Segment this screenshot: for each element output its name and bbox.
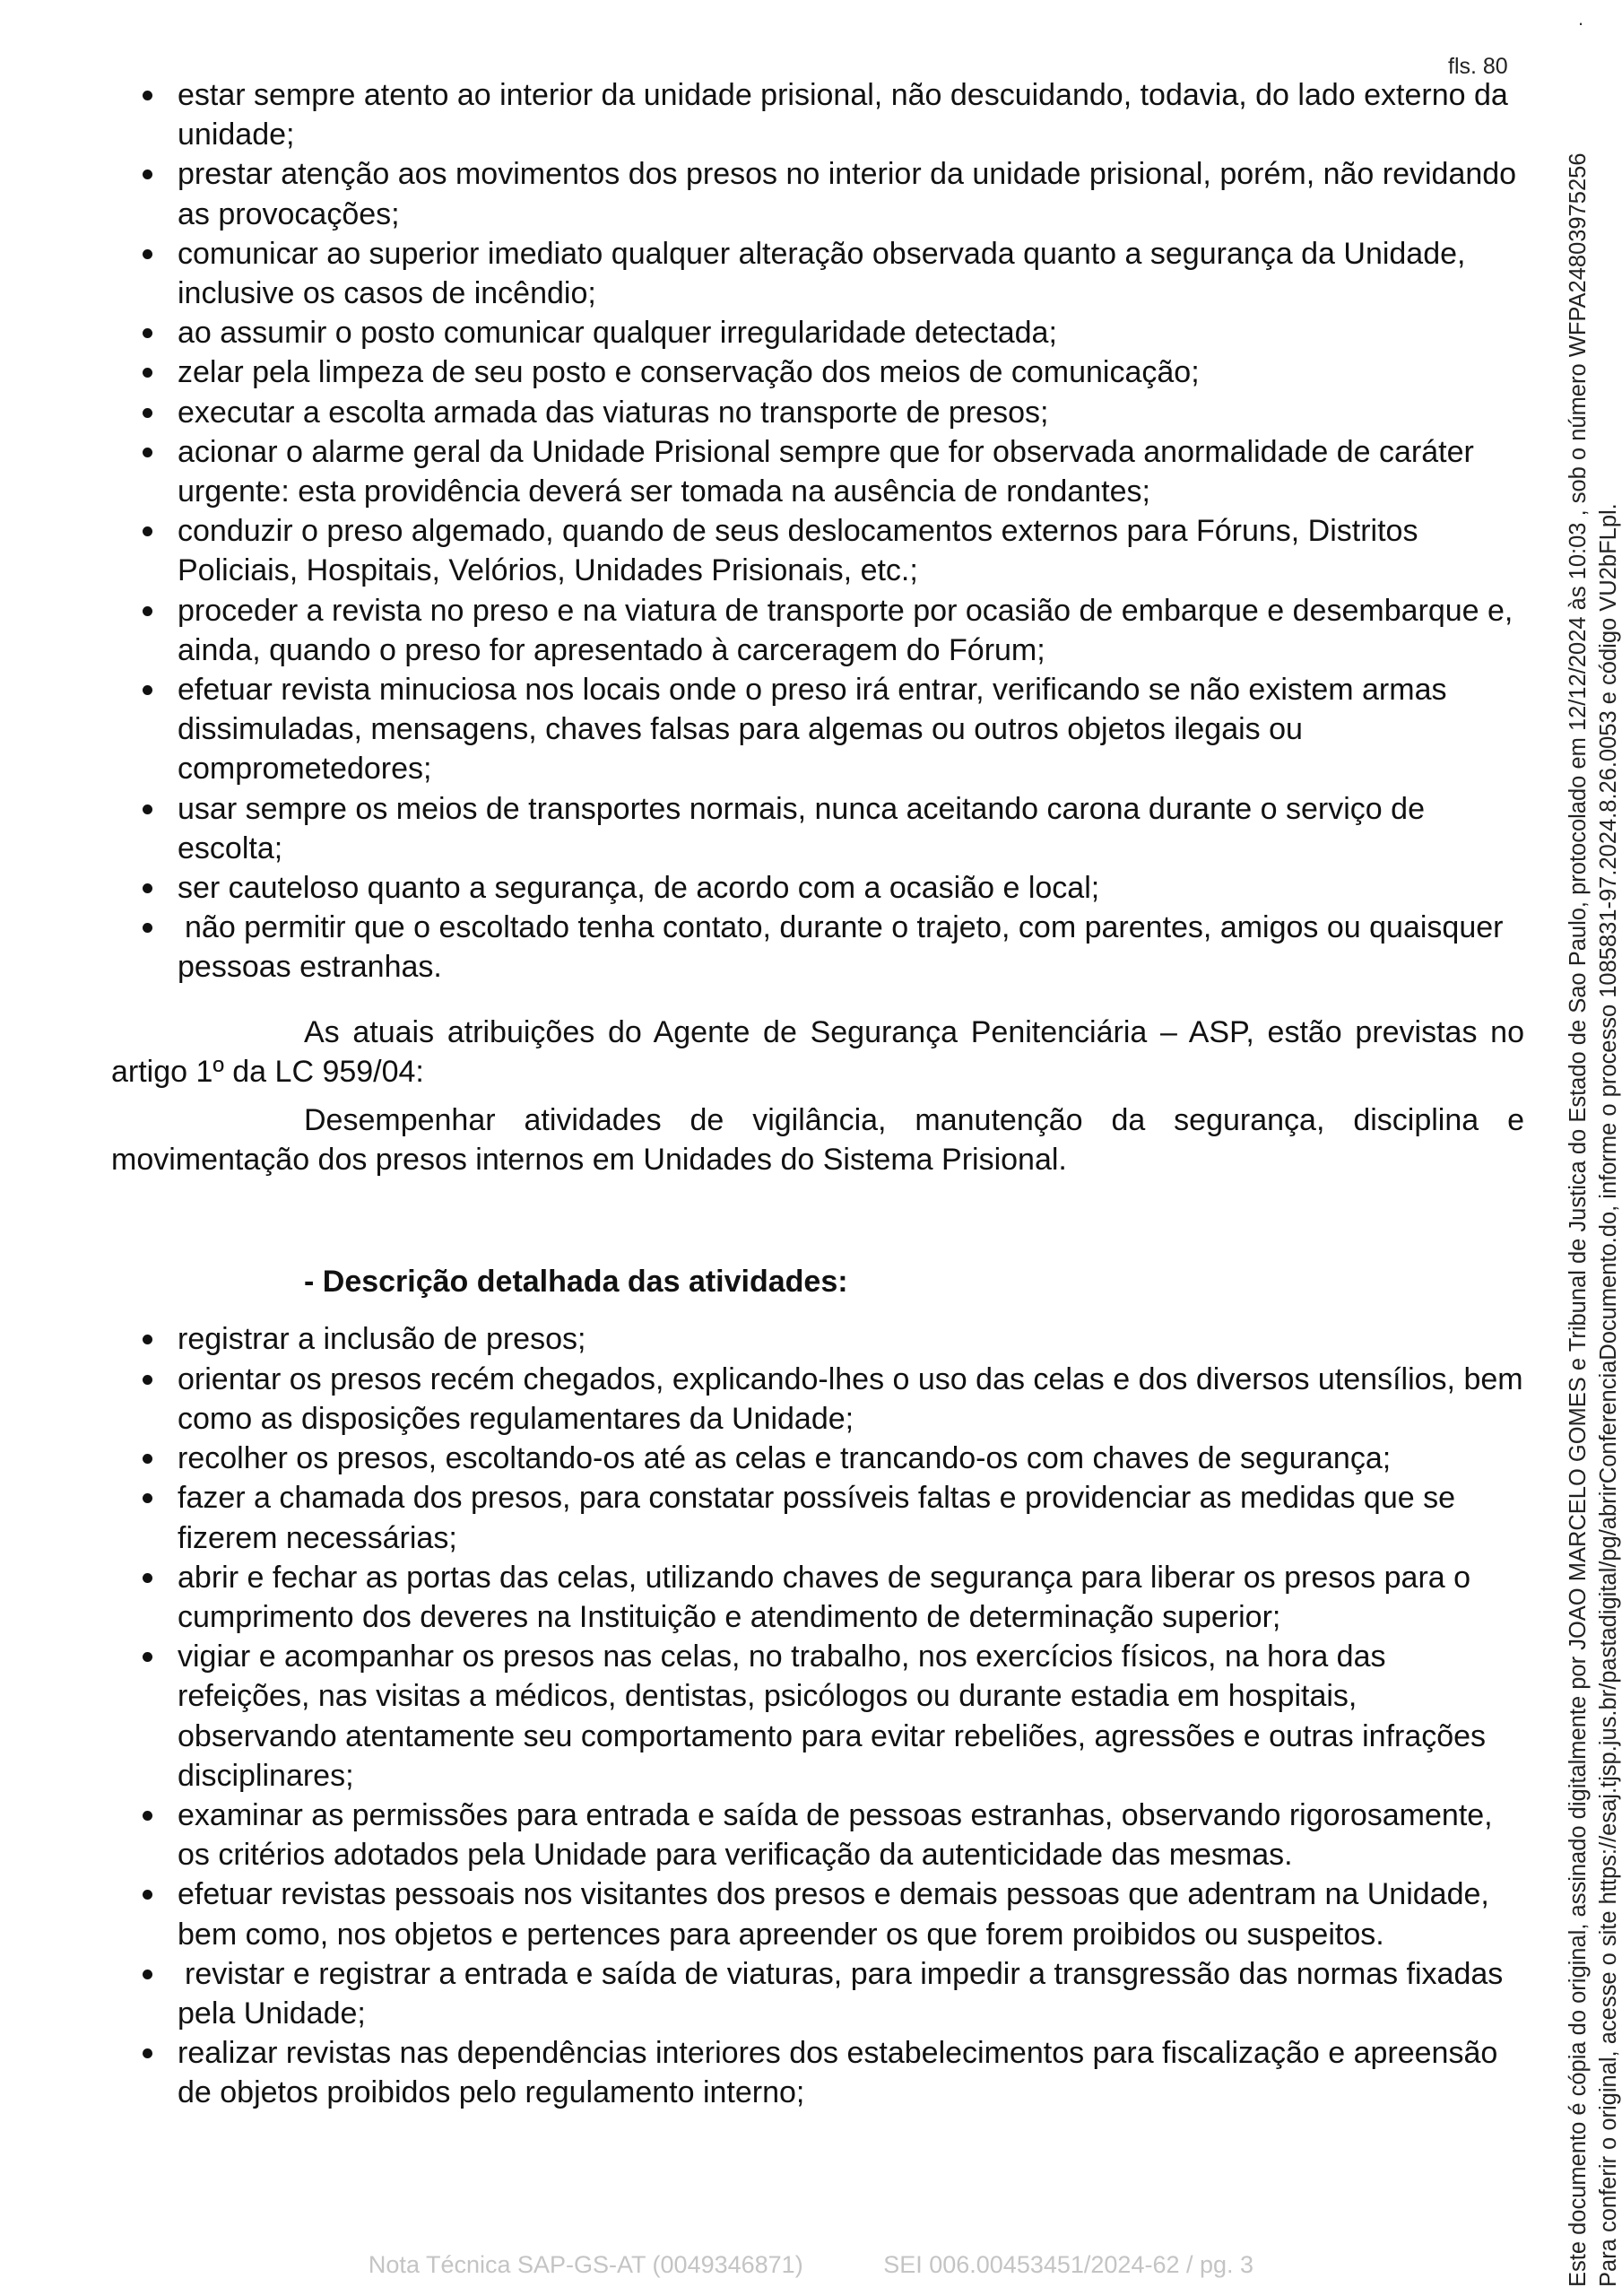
list-item: zelar pela limpeza de seu posto e conservação dos meios de comunicação; (178, 352, 1524, 392)
paragraph-attributions: As atuais atribuições do Agente de Segurança Penitenciária – ASP, estão previstas no artigo 1º da LC 959/04: (111, 1014, 1524, 1089)
list-item: orientar os presos recém chegados, explicando-lhes o uso das celas e dos diversos utensílios, bem como as disposições regulamentares da Unidade; (178, 1360, 1524, 1439)
list-item: ao assumir o posto comunicar qualquer irregularidade detectada; (178, 313, 1524, 352)
stamp-line-signature: Este documento é cópia do original, assinado digitalmente por JOAO MARCELO GOMES e Tribunal de Justica do Estado de Sao Paulo, protocolado em 12/12/2024 às 10:03 , sob o número WFPA24803975256 (1566, 152, 1591, 2287)
footer-sei-ref: SEI 006.00453451/2024-62 / pg. 3 (883, 2251, 1254, 2278)
list-item: fazer a chamada dos presos, para constatar possíveis faltas e providenciar as medidas que se fizerem necessárias; (178, 1478, 1524, 1557)
section-heading: - Descrição detalhada das atividades: (304, 1265, 848, 1300)
list-item: vigiar e acompanhar os presos nas celas, no trabalho, nos exercícios físicos, na hora das refeições, nas visitas a médicos, dentistas, psicólogos ou durante estadia em hospitais, observando atentamente seu comportamento para evitar rebeliões, agressões e outras infrações disciplinares; (178, 1637, 1524, 1796)
footer-note-id: Nota Técnica SAP-GS-AT (0049346871) (368, 2251, 803, 2278)
list-item: abrir e fechar as portas das celas, utilizando chaves de segurança para liberar os presos para o cumprimento dos deveres na Instituição e atendimento de determinação superior; (178, 1558, 1524, 1637)
duties-list-top (111, 75, 1524, 987)
list-item: executar a escolta armada das viaturas no transporte de presos; (178, 393, 1524, 432)
digital-signature-stamp (1563, 45, 1622, 2287)
list-item: não permitir que o escoltado tenha contato, durante o trajeto, com parentes, amigos ou quaisquer pessoas estranhas. (178, 908, 1524, 987)
list-item: acionar o alarme geral da Unidade Prisional sempre que for observada anormalidade de caráter urgente: esta providência deverá ser tomada na ausência de rondantes; (178, 432, 1524, 511)
list-item: prestar atenção aos movimentos dos presos no interior da unidade prisional, porém, não revidando as provocações; (178, 154, 1524, 233)
stamp-line-verification: Para conferir o original, acesse o site https://esaj.tjsp.jus.br/pastadigital/pg/abrirConferenciaDocumento.do, informe o processo 1085831-97.2024.8.26.0053 e código VU2bFLpl. (1596, 503, 1621, 2287)
list-item: efetuar revista minuciosa nos locais onde o preso irá entrar, verificando se não existem armas dissimuladas, mensagens, chaves falsas para algemas ou outros objetos ilegais ou comprometedores; (178, 670, 1524, 789)
page-footer (0, 2251, 1622, 2279)
document-body (111, 75, 1524, 2113)
list-item: examinar as permissões para entrada e saída de pessoas estranhas, observando rigorosamente, os critérios adotados pela Unidade para verificação da autenticidade das mesmas. (178, 1796, 1524, 1874)
list-item: usar sempre os meios de transportes normais, nunca aceitando carona durante o serviço de escolta; (178, 789, 1524, 868)
list-item: ser cauteloso quanto a segurança, de acordo com a ocasião e local; (178, 868, 1524, 908)
list-item: revistar e registrar a entrada e saída de viaturas, para impedir a transgressão das normas fixadas pela Unidade; (178, 1954, 1524, 2033)
list-item: registrar a inclusão de presos; (178, 1319, 1524, 1359)
list-item: efetuar revistas pessoais nos visitantes dos presos e demais pessoas que adentram na Unidade, bem como, nos objetos e pertences para apreender os que forem proibidos ou suspeitos. (178, 1874, 1524, 1953)
list-item: realizar revistas nas dependências interiores dos estabelecimentos para fiscalização e apreensão de objetos proibidos pelo regulamento interno; (178, 2033, 1524, 2112)
list-item: comunicar ao superior imediato qualquer alteração observada quanto a segurança da Unidade, inclusive os casos de incêndio; (178, 234, 1524, 313)
page-number: fls. 80 (1448, 54, 1508, 79)
paragraph-law-text: Desempenhar atividades de vigilância, manutenção da segurança, disciplina e movimentação dos presos internos em Unidades do Sistema Prisional. (111, 1103, 1524, 1178)
duties-list-bottom (111, 1319, 1524, 2112)
list-item: recolher os presos, escoltando-os até as celas e trancando-os com chaves de segurança; (178, 1439, 1524, 1478)
list-item: conduzir o preso algemado, quando de seus deslocamentos externos para Fóruns, Distritos Policiais, Hospitais, Velórios, Unidades Prisionais, etc.; (178, 511, 1524, 590)
margin-mark: . (1578, 7, 1584, 30)
list-item: estar sempre atento ao interior da unidade prisional, não descuidando, todavia, do lado externo da unidade; (178, 75, 1524, 154)
list-item: proceder a revista no preso e na viatura de transporte por ocasião de embarque e desembarque e, ainda, quando o preso for apresentado à carceragem do Fórum; (178, 591, 1524, 670)
